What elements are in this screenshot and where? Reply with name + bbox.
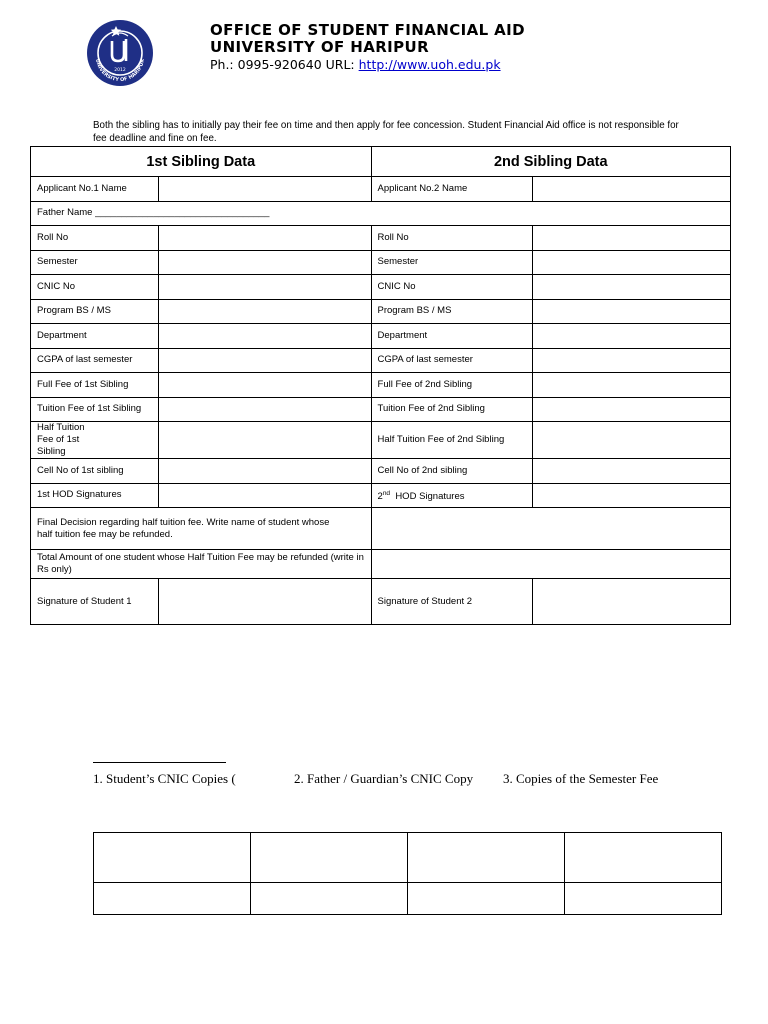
attachment-cell[interactable]: [408, 833, 565, 883]
row-label-left: Cell No of 1st sibling: [31, 459, 159, 484]
attachment-cell[interactable]: [251, 833, 408, 883]
contact-phone: Ph.: 0995-920640 URL:: [210, 57, 359, 72]
field-left[interactable]: [158, 250, 371, 275]
field-right[interactable]: [533, 422, 731, 459]
row-label-left: Full Fee of 1st Sibling: [31, 373, 159, 398]
field-right[interactable]: [533, 459, 731, 484]
field-right[interactable]: [533, 275, 731, 300]
university-name: UNIVERSITY OF HARIPUR: [210, 38, 430, 56]
row-label-right: Tuition Fee of 2nd Sibling: [371, 397, 533, 422]
field-right[interactable]: [533, 250, 731, 275]
row-label-left: Half Tuition Fee of 1st Sibling: [31, 422, 159, 459]
final-decision-field[interactable]: [371, 508, 730, 550]
logo-text: UNIVERSITY OF HARIPUR: [94, 58, 146, 84]
contact-line: [210, 57, 501, 72]
field-left[interactable]: [158, 373, 371, 398]
second-sibling-heading: 2nd Sibling Data: [371, 147, 730, 177]
row-label-right: Semester: [371, 250, 533, 275]
attachment-cell[interactable]: [251, 883, 408, 915]
row-label-right: Roll No: [371, 226, 533, 251]
field-left[interactable]: [158, 275, 371, 300]
field-left[interactable]: [158, 422, 371, 459]
student2-signature-label: Signature of Student 2: [371, 579, 533, 625]
hod2-label: [371, 483, 533, 508]
row-label-right: Cell No of 2nd sibling: [371, 459, 533, 484]
row-label-right: Half Tuition Fee of 2nd Sibling: [371, 422, 533, 459]
field-left[interactable]: [158, 226, 371, 251]
student1-signature-label: Signature of Student 1: [31, 579, 159, 625]
applicant1-label: Applicant No.1 Name: [31, 177, 159, 202]
logo-year: 2012: [114, 68, 126, 73]
father-name-field[interactable]: Father Name _________________________________: [31, 201, 731, 226]
row-label-right: CGPA of last semester: [371, 348, 533, 373]
field-right[interactable]: [533, 397, 731, 422]
hod2-text: HOD Signatures: [390, 490, 465, 502]
field-right[interactable]: [533, 299, 731, 324]
row-label-left: CGPA of last semester: [31, 348, 159, 373]
doc-item-student-cnic: 1. Student’s CNIC Copies (: [93, 771, 236, 786]
attachment-cell[interactable]: [565, 833, 722, 883]
hod1-field[interactable]: [158, 483, 371, 508]
attachment-cell[interactable]: [408, 883, 565, 915]
doc-item-guardian-cnic: 2. Father / Guardian’s CNIC Copy: [294, 771, 474, 786]
attachment-table: [93, 832, 722, 915]
row-label-left: Program BS / MS: [31, 299, 159, 324]
field-left[interactable]: [158, 324, 371, 349]
row-label-right: CNIC No: [371, 275, 533, 300]
applicant2-label: Applicant No.2 Name: [371, 177, 533, 202]
hod1-label: 1st HOD Signatures: [31, 483, 159, 508]
field-right[interactable]: [533, 226, 731, 251]
university-logo: [86, 19, 154, 87]
office-title: OFFICE OF STUDENT FINANCIAL AID: [210, 21, 526, 39]
final-decision-label: Final Decision regarding half tuition fee. Write name of student whose half tuition fee may be refunded.: [31, 508, 372, 550]
row-label-right: Department: [371, 324, 533, 349]
applicant2-field[interactable]: [533, 177, 731, 202]
student2-signature-field[interactable]: [533, 579, 731, 625]
hod2-field[interactable]: [533, 483, 731, 508]
field-right[interactable]: [533, 324, 731, 349]
row-label-right: Program BS / MS: [371, 299, 533, 324]
hod2-ordinal: nd: [382, 489, 391, 497]
applicant1-field[interactable]: [158, 177, 371, 202]
field-left[interactable]: [158, 397, 371, 422]
field-left[interactable]: [158, 459, 371, 484]
row-label-right: Full Fee of 2nd Sibling: [371, 373, 533, 398]
doc-item-fee-copies: 3. Copies of the Semester Fee: [503, 771, 659, 786]
attachment-cell[interactable]: [94, 883, 251, 915]
field-left[interactable]: [158, 299, 371, 324]
field-right[interactable]: [533, 373, 731, 398]
row-label-left: Tuition Fee of 1st Sibling: [31, 397, 159, 422]
attachment-cell[interactable]: [94, 833, 251, 883]
footnote-divider: [93, 762, 226, 763]
website-link[interactable]: http://www.uoh.edu.pk: [358, 57, 501, 72]
row-label-left: CNIC No: [31, 275, 159, 300]
first-sibling-heading: 1st Sibling Data: [31, 147, 372, 177]
sibling-data-table: [30, 146, 731, 625]
hod2-number: 2: [377, 490, 383, 502]
row-label-left: Semester: [31, 250, 159, 275]
attachment-cell[interactable]: [565, 883, 722, 915]
row-label-left: Department: [31, 324, 159, 349]
student1-signature-field[interactable]: [158, 579, 371, 625]
field-right[interactable]: [533, 348, 731, 373]
field-left[interactable]: [158, 348, 371, 373]
total-amount-label: Total Amount of one student whose Half Tuition Fee may be refunded (write in Rs only): [31, 550, 372, 579]
total-amount-field[interactable]: [371, 550, 730, 579]
row-label-left: Roll No: [31, 226, 159, 251]
instruction-note: Both the sibling has to initially pay their fee on time and then apply for fee concession. Student Financial Aid office is not responsible for fee deadline and fine on fee.: [93, 120, 679, 144]
